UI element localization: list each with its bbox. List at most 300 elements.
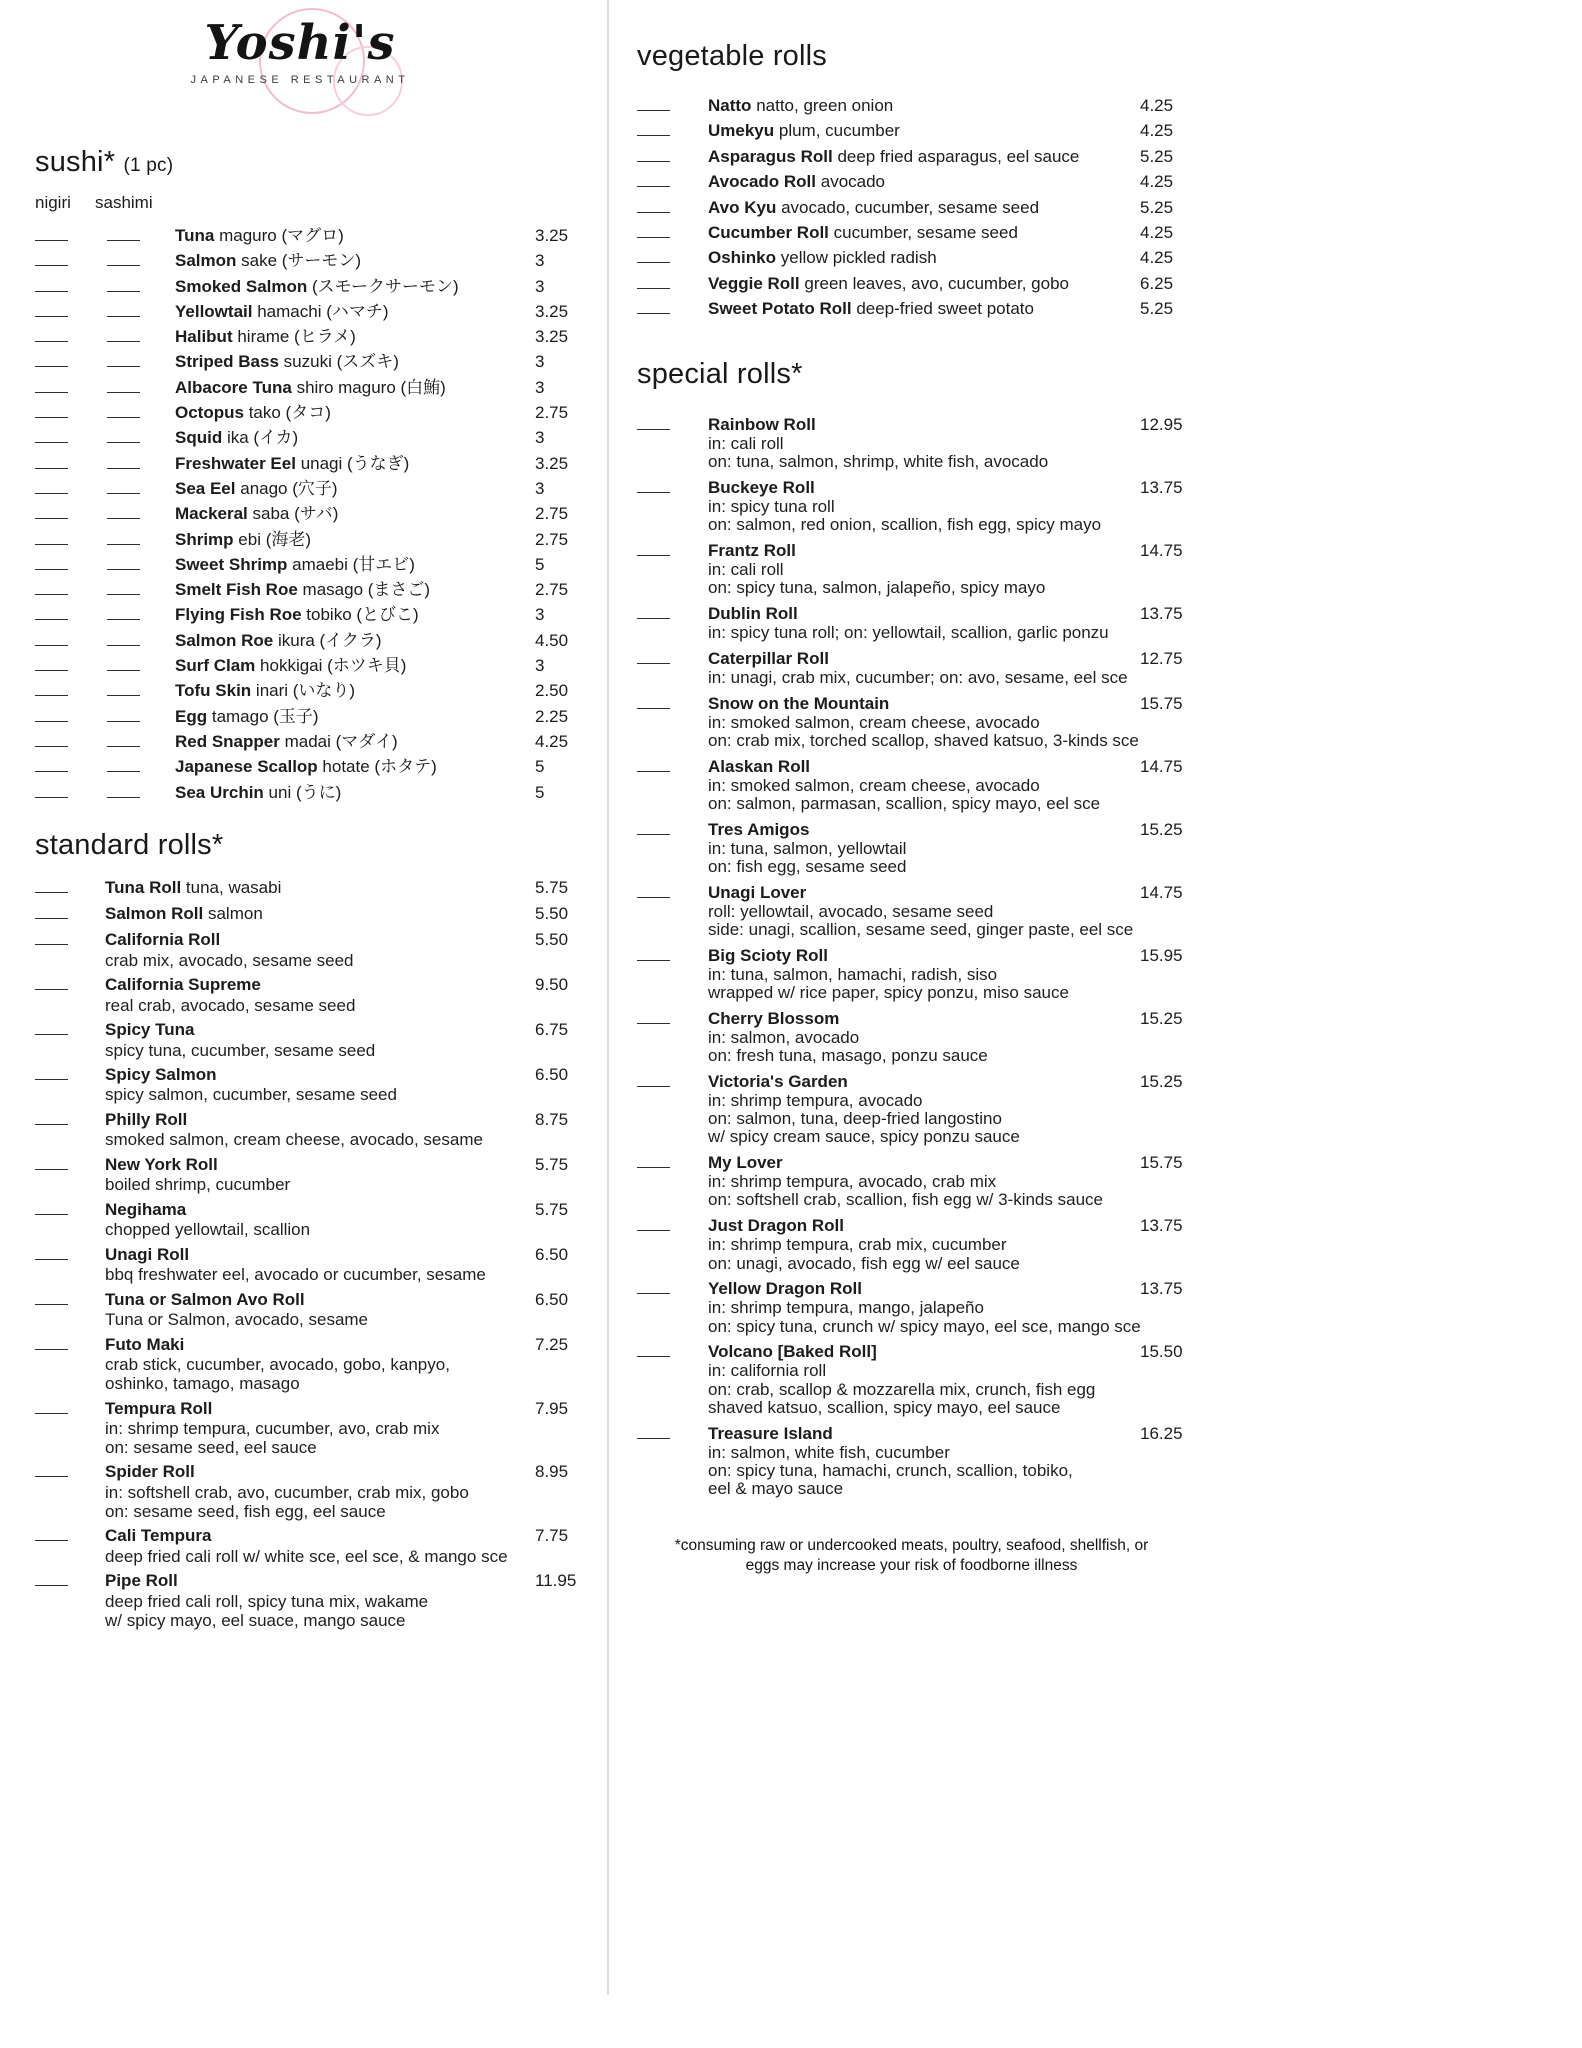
item-price: 14.75 xyxy=(1140,541,1183,561)
menu-item xyxy=(637,648,1186,687)
left-column xyxy=(35,14,607,1635)
item-description: green leaves, avo, cucumber, gobo xyxy=(804,273,1069,293)
quantity-blank xyxy=(637,1423,670,1438)
sushi-column-headers xyxy=(35,193,607,213)
item-price: 5.75 xyxy=(535,1199,569,1219)
item-japanese-name: unagi (うなぎ) xyxy=(300,453,410,473)
quantity-blank xyxy=(35,1065,68,1080)
quantity-blank xyxy=(35,1109,68,1124)
item-description-line: on: spicy tuna, crunch w/ spicy mayo, eel sce, mango sce xyxy=(708,1316,1141,1336)
item-name: Pipe Roll xyxy=(105,1571,178,1591)
item-japanese-name: maguro (マグロ) xyxy=(219,226,344,245)
item-japanese-name: ebi (海老) xyxy=(238,529,312,549)
quantity-blank xyxy=(637,248,670,263)
item-price: 15.25 xyxy=(1140,819,1183,839)
item-price: 3 xyxy=(535,605,545,625)
nigiri-quantity-blank xyxy=(35,403,68,418)
item-name: Cherry Blossom xyxy=(708,1008,840,1028)
item-price: 15.75 xyxy=(1140,1153,1183,1173)
sashimi-quantity-blank xyxy=(107,226,140,241)
sushi-item xyxy=(35,451,607,476)
item-name: Sweet Shrimp xyxy=(175,554,288,574)
item-price: 14.75 xyxy=(1140,882,1183,902)
item-name: Snow on the Mountain xyxy=(708,693,890,713)
item-description-line: eel & mayo sauce xyxy=(708,1479,844,1499)
menu-item xyxy=(35,904,607,925)
menu-item xyxy=(637,945,1186,1002)
sushi-item xyxy=(35,223,607,248)
item-japanese-name: suzuki (スズキ) xyxy=(283,352,399,372)
menu-item xyxy=(637,1342,1186,1417)
item-name: Halibut xyxy=(175,327,233,347)
item-price: 2.50 xyxy=(535,681,569,701)
item-name: New York Roll xyxy=(105,1154,218,1174)
item-name: Veggie Roll xyxy=(708,273,800,293)
item-japanese-name: (スモークサーモン) xyxy=(312,276,459,296)
item-japanese-name: hokkigai (ホツキ貝) xyxy=(260,656,407,676)
item-name: Avo Kyu xyxy=(708,197,777,217)
item-price: 15.25 xyxy=(1140,1008,1183,1028)
item-price: 3 xyxy=(535,478,545,498)
item-description-line: on: crab mix, torched scallop, shaved katsuo, 3-kinds sce xyxy=(708,730,1139,750)
item-price: 13.75 xyxy=(1140,478,1183,498)
sashimi-quantity-blank xyxy=(107,605,140,620)
item-japanese-name: inari (いなり) xyxy=(255,681,356,701)
nigiri-quantity-blank xyxy=(35,580,68,595)
quantity-blank xyxy=(637,604,670,619)
disclaimer-line: *consuming raw or undercooked meats, poultry, seafood, shellfish, or xyxy=(674,1537,1149,1555)
section-vegetable-rolls xyxy=(637,40,1186,322)
sashimi-quantity-blank xyxy=(107,301,140,316)
restaurant-tagline: JAPANESE RESTAURANT xyxy=(190,74,410,86)
item-name: Sea Eel xyxy=(175,478,236,498)
nigiri-quantity-blank xyxy=(35,428,68,443)
special-rolls-list xyxy=(637,415,1186,1499)
menu-item xyxy=(637,819,1186,876)
item-name: Spider Roll xyxy=(105,1462,195,1482)
menu-item xyxy=(35,1571,607,1630)
sashimi-quantity-blank xyxy=(107,706,140,721)
item-description-line: on: fish egg, sesame seed xyxy=(708,857,907,877)
menu-item xyxy=(35,930,607,970)
item-japanese-name: ika (イカ) xyxy=(226,428,299,448)
quantity-blank xyxy=(637,693,670,708)
nigiri-quantity-blank xyxy=(35,276,68,291)
quantity-blank xyxy=(637,648,670,663)
menu-item xyxy=(637,93,1186,118)
item-price: 3 xyxy=(535,656,545,676)
sushi-item xyxy=(35,375,607,400)
item-description-line: in: spicy tuna roll xyxy=(708,497,835,517)
quantity-blank xyxy=(35,1154,68,1169)
sushi-section-title xyxy=(35,146,607,179)
item-name: My Lover xyxy=(708,1153,783,1173)
sashimi-quantity-blank xyxy=(107,403,140,418)
item-price: 7.75 xyxy=(535,1526,569,1546)
item-name: Tuna Roll xyxy=(105,878,182,898)
item-description: avocado, cucumber, sesame seed xyxy=(781,197,1040,217)
item-name: Big Scioty Roll xyxy=(708,945,828,965)
sashimi-quantity-blank xyxy=(107,630,140,645)
item-description-line: in: salmon, avocado xyxy=(708,1027,860,1047)
item-price: 5.50 xyxy=(535,904,569,924)
nigiri-quantity-blank xyxy=(35,529,68,544)
sushi-item xyxy=(35,780,607,805)
item-japanese-name: uni (うに) xyxy=(268,782,342,802)
item-price: 13.75 xyxy=(1140,604,1183,624)
item-description-line: in: cali roll xyxy=(708,560,784,580)
item-description-line: in: tuna, salmon, yellowtail xyxy=(708,838,907,858)
item-price: 6.50 xyxy=(535,1064,569,1084)
item-price: 8.95 xyxy=(535,1462,569,1482)
item-description-line: shaved katsuo, scallion, spicy mayo, eel sauce xyxy=(708,1397,1061,1417)
item-description-line: on: unagi, avocado, fish egg w/ eel sauce xyxy=(708,1253,1020,1273)
standard-rolls-title: standard rolls* xyxy=(35,828,224,861)
vegetable-rolls-title: vegetable rolls xyxy=(637,40,827,72)
menu-item xyxy=(637,1153,1186,1210)
menu-item xyxy=(637,415,1186,472)
sashimi-quantity-blank xyxy=(107,479,140,494)
sashimi-quantity-blank xyxy=(107,377,140,392)
menu-item xyxy=(637,220,1186,245)
menu-item xyxy=(637,1008,1186,1065)
column-divider xyxy=(607,0,609,1995)
item-name: Shrimp xyxy=(175,529,234,549)
item-description-line: on: spicy tuna, hamachi, crunch, scallion, tobiko, xyxy=(708,1460,1073,1480)
quantity-blank xyxy=(637,223,670,238)
restaurant-name: Yoshi's xyxy=(204,15,396,71)
menu-item xyxy=(35,1398,607,1457)
disclaimer-line: eggs may increase your risk of foodborne illness xyxy=(745,1556,1078,1574)
quantity-blank xyxy=(35,1020,68,1035)
menu-item xyxy=(637,882,1186,939)
sashimi-quantity-blank xyxy=(107,580,140,595)
item-name: Japanese Scallop xyxy=(175,757,318,777)
item-description-line: on: fresh tuna, masago, ponzu sauce xyxy=(708,1046,988,1066)
quantity-blank xyxy=(637,1279,670,1294)
item-price: 12.95 xyxy=(1140,415,1183,435)
sushi-item xyxy=(35,248,607,273)
sashimi-quantity-blank xyxy=(107,428,140,443)
section-special-rolls xyxy=(637,358,1186,1499)
section-standard-rolls xyxy=(35,829,607,1630)
item-description-line: in: california roll xyxy=(708,1361,827,1381)
menu-item xyxy=(35,1462,607,1521)
item-name: Red Snapper xyxy=(175,731,280,751)
item-name: Dublin Roll xyxy=(708,604,798,624)
item-name: Albacore Tuna xyxy=(175,377,292,397)
item-japanese-name: saba (サバ) xyxy=(252,504,339,524)
item-description-line: oshinko, tamago, masago xyxy=(105,1374,300,1394)
quantity-blank xyxy=(637,96,670,111)
item-description: avocado xyxy=(820,172,886,192)
quantity-blank xyxy=(637,121,670,136)
quantity-blank xyxy=(35,1199,68,1214)
item-description: natto, green onion xyxy=(756,96,894,115)
item-description-line: on: softshell crab, scallion, fish egg w/ 3-kinds sauce xyxy=(708,1190,1103,1210)
nigiri-quantity-blank xyxy=(35,630,68,645)
sushi-item xyxy=(35,754,607,779)
sushi-item xyxy=(35,729,607,754)
item-price: 5 xyxy=(535,554,545,574)
sushi-item xyxy=(35,527,607,552)
item-price: 7.25 xyxy=(535,1334,569,1354)
item-name: Salmon Roe xyxy=(175,630,274,650)
item-name: Tuna xyxy=(175,226,215,245)
item-name: Sweet Potato Roll xyxy=(708,299,852,319)
quantity-blank xyxy=(35,1526,68,1541)
nigiri-quantity-blank xyxy=(35,681,68,696)
sashimi-quantity-blank xyxy=(107,681,140,696)
sashimi-quantity-blank xyxy=(107,656,140,671)
item-price: 6.75 xyxy=(535,1020,569,1040)
menu-item xyxy=(35,1526,607,1566)
item-price: 15.95 xyxy=(1140,945,1183,965)
item-name: Oshinko xyxy=(708,248,777,268)
item-price: 15.25 xyxy=(1140,1071,1183,1091)
item-price: 5 xyxy=(535,757,545,777)
item-name: California Roll xyxy=(105,930,221,950)
nigiri-quantity-blank xyxy=(35,554,68,569)
sushi-title-text: sushi* xyxy=(35,146,116,178)
item-name: Spicy Tuna xyxy=(105,1020,195,1040)
item-price: 15.50 xyxy=(1140,1342,1183,1362)
item-price: 2.75 xyxy=(535,529,569,549)
item-description-line: on: salmon, parmasan, scallion, spicy mayo, eel sce xyxy=(708,793,1101,813)
sushi-item xyxy=(35,501,607,526)
nigiri-quantity-blank xyxy=(35,504,68,519)
item-price: 3 xyxy=(535,352,545,372)
quantity-blank xyxy=(637,756,670,771)
item-description-line: on: salmon, red onion, scallion, fish egg, spicy mayo xyxy=(708,515,1102,535)
menu-item xyxy=(637,296,1186,321)
quantity-blank xyxy=(637,882,670,897)
item-description: plum, cucumber xyxy=(778,121,900,141)
item-description-line: in: tuna, salmon, hamachi, radish, siso xyxy=(708,964,998,984)
item-japanese-name: hirame (ヒラメ) xyxy=(237,327,356,347)
item-description-line: Tuna or Salmon, avocado, sesame xyxy=(105,1310,369,1330)
menu-item xyxy=(637,604,1186,643)
nigiri-quantity-blank xyxy=(35,732,68,747)
quantity-blank xyxy=(637,1153,670,1168)
item-japanese-name: shiro maguro (白鮪) xyxy=(296,377,446,397)
item-name: Futo Maki xyxy=(105,1334,185,1354)
item-japanese-name: ikura (イクラ) xyxy=(277,630,382,650)
sashimi-quantity-blank xyxy=(107,352,140,367)
item-price: 8.75 xyxy=(535,1109,569,1129)
item-name: Surf Clam xyxy=(175,656,256,676)
item-description-line: deep fried cali roll, spicy tuna mix, wakame xyxy=(105,1591,429,1611)
sashimi-quantity-blank xyxy=(107,251,140,266)
nigiri-quantity-blank xyxy=(35,782,68,797)
item-name: California Supreme xyxy=(105,975,261,995)
item-description-line: deep fried cali roll w/ white sce, eel sce, & mango sce xyxy=(105,1546,508,1566)
special-rolls-title: special rolls* xyxy=(637,357,803,390)
menu-item xyxy=(637,144,1186,169)
sushi-item xyxy=(35,324,607,349)
item-name: Natto xyxy=(708,96,752,115)
item-name: Alaskan Roll xyxy=(708,756,811,776)
quantity-blank xyxy=(637,197,670,212)
item-price: 3 xyxy=(535,276,545,296)
sashimi-quantity-blank xyxy=(107,453,140,468)
item-description-line: w/ spicy mayo, eel suace, mango sauce xyxy=(105,1610,406,1630)
menu-item xyxy=(637,195,1186,220)
item-name: Frantz Roll xyxy=(708,541,796,561)
quantity-blank xyxy=(637,1342,670,1357)
sushi-item xyxy=(35,678,607,703)
item-name: Unagi Lover xyxy=(708,882,807,902)
item-description-line: crab mix, avocado, sesame seed xyxy=(105,950,354,970)
item-price: 7.95 xyxy=(535,1398,569,1418)
menu-item xyxy=(35,1109,607,1149)
menu-item xyxy=(35,1199,607,1239)
menu-item xyxy=(35,975,607,1015)
item-description-line: bbq freshwater eel, avocado or cucumber, sesame xyxy=(105,1265,486,1285)
item-price: 3.25 xyxy=(535,226,569,245)
nigiri-quantity-blank xyxy=(35,352,68,367)
item-price: 15.75 xyxy=(1140,693,1183,713)
quantity-blank xyxy=(637,945,670,960)
menu-item xyxy=(35,1020,607,1060)
item-name: Tempura Roll xyxy=(105,1398,213,1418)
item-price: 6.50 xyxy=(535,1289,569,1309)
item-price: 5.75 xyxy=(535,878,569,898)
sashimi-quantity-blank xyxy=(107,757,140,772)
nigiri-column-header: nigiri xyxy=(35,193,71,212)
restaurant-logo xyxy=(35,14,565,130)
item-description-line: in: shrimp tempura, crab mix, cucumber xyxy=(708,1235,1007,1255)
item-price: 2.75 xyxy=(535,580,569,600)
quantity-blank xyxy=(35,1462,68,1477)
item-price: 5.25 xyxy=(1140,146,1174,166)
nigiri-quantity-blank xyxy=(35,251,68,266)
item-japanese-name: hamachi (ハマチ) xyxy=(257,301,389,321)
sashimi-quantity-blank xyxy=(107,327,140,342)
item-price: 4.25 xyxy=(1140,172,1174,192)
item-name: Flying Fish Roe xyxy=(175,605,302,625)
item-description-line: real crab, avocado, sesame seed xyxy=(105,995,356,1015)
nigiri-quantity-blank xyxy=(35,301,68,316)
item-name: Squid xyxy=(175,428,223,448)
item-name: Mackeral xyxy=(175,504,248,524)
item-japanese-name: hotate (ホタテ) xyxy=(322,757,437,777)
item-price: 6.50 xyxy=(535,1244,569,1264)
item-price: 4.25 xyxy=(1140,248,1174,268)
item-price: 12.75 xyxy=(1140,648,1183,668)
item-name: Just Dragon Roll xyxy=(708,1216,845,1236)
item-price: 11.95 xyxy=(535,1571,577,1591)
item-name: Yellow Dragon Roll xyxy=(708,1279,862,1299)
sashimi-quantity-blank xyxy=(107,782,140,797)
sushi-item xyxy=(35,653,607,678)
item-name: Tofu Skin xyxy=(175,681,252,701)
vegetable-rolls-list xyxy=(637,93,1186,322)
item-price: 4.25 xyxy=(535,731,569,751)
menu-item xyxy=(35,878,607,899)
item-name: Victoria's Garden xyxy=(708,1071,848,1091)
sushi-item xyxy=(35,628,607,653)
item-description-line: on: tuna, salmon, shrimp, white fish, avocado xyxy=(708,452,1049,472)
item-name: Umekyu xyxy=(708,121,775,141)
sushi-item xyxy=(35,274,607,299)
sashimi-quantity-blank xyxy=(107,554,140,569)
item-price: 2.75 xyxy=(535,403,569,423)
nigiri-quantity-blank xyxy=(35,706,68,721)
item-name: Cali Tempura xyxy=(105,1526,212,1546)
item-name: Spicy Salmon xyxy=(105,1064,217,1084)
menu-item xyxy=(35,1065,607,1105)
item-price: 3.25 xyxy=(535,453,569,473)
item-description-line: in: shrimp tempura, cucumber, avo, crab mix xyxy=(105,1419,440,1439)
item-description-line: on: spicy tuna, salmon, jalapeño, spicy mayo xyxy=(708,578,1046,598)
item-price: 5 xyxy=(535,782,545,802)
item-name: Asparagus Roll xyxy=(708,146,833,166)
nigiri-quantity-blank xyxy=(35,757,68,772)
item-price: 4.50 xyxy=(535,630,569,650)
item-name: Striped Bass xyxy=(175,352,279,372)
item-name: Cucumber Roll xyxy=(708,223,829,243)
item-name: Tuna or Salmon Avo Roll xyxy=(105,1289,305,1309)
item-japanese-name: tobiko (とびこ) xyxy=(306,605,419,625)
quantity-blank xyxy=(35,1571,68,1586)
nigiri-quantity-blank xyxy=(35,327,68,342)
sushi-item xyxy=(35,704,607,729)
item-name: Unagi Roll xyxy=(105,1244,190,1264)
item-price: 4.25 xyxy=(1140,96,1174,115)
quantity-blank xyxy=(637,819,670,834)
item-price: 3.25 xyxy=(535,327,569,347)
sashimi-quantity-blank xyxy=(107,732,140,747)
item-price: 4.25 xyxy=(1140,121,1174,141)
item-name: Philly Roll xyxy=(105,1109,188,1129)
item-name: Smoked Salmon xyxy=(175,276,308,296)
quantity-blank xyxy=(637,172,670,187)
item-japanese-name: masago (まさご) xyxy=(302,580,431,600)
item-description-line: w/ spicy cream sauce, spicy ponzu sauce xyxy=(708,1127,1020,1147)
item-price: 6.25 xyxy=(1140,273,1174,293)
section-sushi xyxy=(35,146,607,805)
sashimi-column-header: sashimi xyxy=(95,193,153,212)
item-description: deep fried asparagus, eel sauce xyxy=(837,146,1080,166)
quantity-blank xyxy=(637,541,670,556)
item-price: 3 xyxy=(535,377,545,397)
item-description-line: roll: yellowtail, avocado, sesame seed xyxy=(708,901,994,921)
item-description-line: wrapped w/ rice paper, spicy ponzu, miso sauce xyxy=(708,983,1069,1003)
item-japanese-name: tamago (玉子) xyxy=(211,706,319,726)
item-price: 3 xyxy=(535,251,545,271)
item-japanese-name: tako (タコ) xyxy=(248,403,331,423)
item-description: deep-fried sweet potato xyxy=(856,299,1034,319)
item-description-line: in: spicy tuna roll; on: yellowtail, scallion, garlic ponzu xyxy=(708,623,1109,643)
right-column xyxy=(637,40,1186,1575)
item-price: 4.25 xyxy=(1140,223,1174,243)
nigiri-quantity-blank xyxy=(35,605,68,620)
quantity-blank xyxy=(35,1244,68,1259)
sushi-item xyxy=(35,552,607,577)
item-name: Avocado Roll xyxy=(708,172,816,192)
item-description-line: in: salmon, white fish, cucumber xyxy=(708,1442,950,1462)
item-name: Yellowtail xyxy=(175,301,253,321)
item-name: Caterpillar Roll xyxy=(708,648,829,668)
menu-item xyxy=(35,1154,607,1194)
quantity-blank xyxy=(35,975,68,990)
item-price: 2.25 xyxy=(535,706,569,726)
item-name: Rainbow Roll xyxy=(708,415,816,435)
menu-item xyxy=(637,693,1186,750)
sushi-item xyxy=(35,602,607,627)
item-description-line: in: shrimp tempura, avocado, crab mix xyxy=(708,1172,997,1192)
